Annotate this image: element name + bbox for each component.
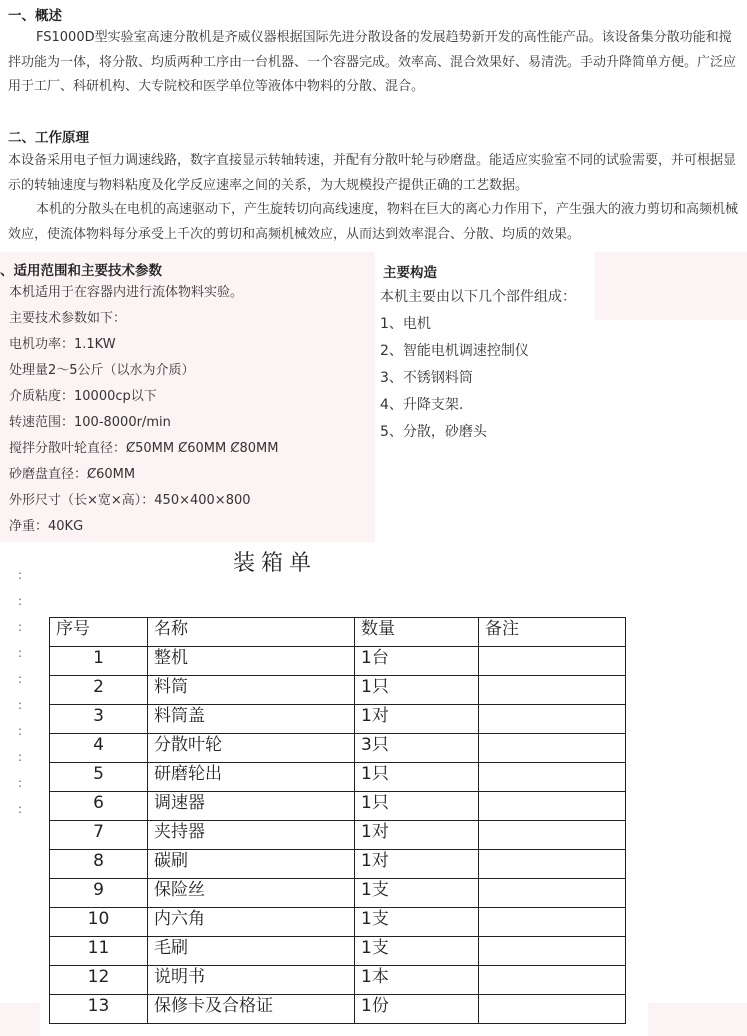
cell-qty: 1只 [355, 676, 479, 705]
cell-qty: 1对 [355, 705, 479, 734]
section-specs-heading: 、适用范围和主要技术参数 [0, 263, 162, 279]
cell-qty: 1只 [355, 792, 479, 821]
cell-no: 4 [50, 734, 148, 763]
structure-line: 3、不锈钢料筒 [380, 370, 473, 386]
cell-remark [479, 879, 626, 908]
cell-name: 保修卡及合格证 [148, 995, 355, 1024]
margin-mark: : [18, 750, 23, 764]
cell-qty: 1台 [355, 647, 479, 676]
margin-mark: : [18, 802, 23, 816]
bg-block-right [595, 252, 747, 320]
cell-remark [479, 821, 626, 850]
cell-remark [479, 676, 626, 705]
left-margin-marks [18, 562, 26, 822]
bg-block-bottom-left [0, 1003, 40, 1036]
spec-line: 本机适用于在容器内进行流体物料实验。 [9, 285, 244, 300]
cell-name: 料筒 [148, 676, 355, 705]
section-principle-p1: 本设备采用电子恒力调速线路，数字直接显示转轴转速，并配有分散叶轮与砂磨盘。能适应实验室不同的试验需要，并可根据显示的转轴速度与物料粘度及化学反应速率之间的关系，为大规模投产提供正确的工艺数据。 [8, 153, 737, 193]
margin-mark: : [18, 672, 23, 686]
cell-qty: 1份 [355, 995, 479, 1024]
cell-name: 分散叶轮 [148, 734, 355, 763]
table-row [50, 879, 626, 908]
cell-qty: 1支 [355, 937, 479, 966]
cell-name: 夹持器 [148, 821, 355, 850]
structure-line: 4、升降支架. [380, 397, 464, 413]
header-name: 名称 [148, 618, 355, 647]
structure-line: 本机主要由以下几个部件组成： [380, 289, 576, 305]
cell-no: 13 [50, 995, 148, 1024]
cell-name: 毛刷 [148, 937, 355, 966]
cell-name: 研磨轮出 [148, 763, 355, 792]
cell-remark [479, 850, 626, 879]
cell-qty: 1支 [355, 879, 479, 908]
table-row [50, 937, 626, 966]
table-row [50, 734, 626, 763]
spec-line: 净重：40KG [9, 519, 84, 534]
cell-no: 9 [50, 879, 148, 908]
header-remark: 备注 [479, 618, 626, 647]
margin-mark: : [18, 568, 23, 582]
margin-mark: : [18, 724, 23, 738]
cell-remark [479, 705, 626, 734]
table-row [50, 850, 626, 879]
spec-line: 搅拌分散叶轮直径：Ȼ50MM Ȼ60MM Ȼ80MM [9, 441, 279, 456]
packing-table [49, 617, 626, 1024]
section-principle-p2: 本机的分散头在电机的高速驱动下，产生旋转切向高线速度，物料在巨大的离心力作用下，产生强大的液力剪切和高频机械效应，使流体物料每分承受上千次的剪切和高频机械效应，从而达到效率混合、分散、均质的效果。 [8, 202, 739, 242]
table-row [50, 647, 626, 676]
table-row [50, 995, 626, 1024]
cell-name: 调速器 [148, 792, 355, 821]
cell-no: 10 [50, 908, 148, 937]
cell-remark [479, 908, 626, 937]
section-structure-heading: 主要构造 [383, 265, 437, 281]
cell-no: 2 [50, 676, 148, 705]
cell-qty: 3只 [355, 734, 479, 763]
structure-line: 2、智能电机调速控制仪 [380, 343, 529, 359]
cell-name: 说明书 [148, 966, 355, 995]
spec-line: 电机功率：1.1KW [9, 337, 116, 352]
cell-no: 12 [50, 966, 148, 995]
cell-no: 1 [50, 647, 148, 676]
cell-remark [479, 937, 626, 966]
cell-qty: 1支 [355, 908, 479, 937]
header-qty: 数量 [355, 618, 479, 647]
section-overview-text: FS1000D型实验室高速分散机是齐威仪器根据国际先进分散设备的发展趋势新开发的高性能产品。该设备集分散功能和搅拌功能为一体，将分散、均质两种工序由一台机器、一个容器完成。效率高、混合效果好、易清洗。手动升降简单方便。广泛应用于工厂、科研机构、大专院校和医学单位等液体中物料的分散、混合。 [8, 30, 737, 94]
spec-line: 外形尺寸（长×宽×高）：450×400×800 [9, 493, 251, 508]
table-row [50, 908, 626, 937]
spec-line: 介质粘度：10000cp以下 [9, 389, 157, 404]
spec-line: 主要技术参数如下： [9, 311, 127, 326]
structure-line: 1、电机 [380, 316, 431, 332]
cell-name: 整机 [148, 647, 355, 676]
cell-remark [479, 792, 626, 821]
structure-list [380, 288, 595, 450]
margin-mark: : [18, 698, 23, 712]
spec-line: 转速范围：100-8000r/min [9, 415, 171, 430]
cell-remark [479, 966, 626, 995]
table-row [50, 763, 626, 792]
section-overview-heading: 一、概述 [8, 8, 62, 24]
cell-no: 5 [50, 763, 148, 792]
cell-remark [479, 647, 626, 676]
cell-qty: 1对 [355, 850, 479, 879]
table-row [50, 676, 626, 705]
spec-line: 砂磨盘直径：Ȼ60MM [9, 467, 136, 482]
packing-list-title: 装箱单 [233, 551, 318, 576]
cell-qty: 1对 [355, 821, 479, 850]
cell-name: 内六角 [148, 908, 355, 937]
cell-qty: 1本 [355, 966, 479, 995]
cell-no: 8 [50, 850, 148, 879]
table-header-row [50, 618, 626, 647]
margin-mark: : [18, 646, 23, 660]
table-row [50, 705, 626, 734]
table-row [50, 792, 626, 821]
margin-mark: : [18, 620, 23, 634]
cell-no: 3 [50, 705, 148, 734]
table-row [50, 966, 626, 995]
spec-line: 处理量2～5公斤（以水为介质） [9, 363, 195, 378]
section-principle-heading: 二、工作原理 [8, 130, 89, 146]
table-row [50, 821, 626, 850]
margin-mark: : [18, 776, 23, 790]
spec-list [9, 284, 369, 544]
cell-name: 料筒盖 [148, 705, 355, 734]
cell-name: 碳刷 [148, 850, 355, 879]
header-no: 序号 [50, 618, 148, 647]
cell-remark [479, 995, 626, 1024]
cell-no: 6 [50, 792, 148, 821]
cell-remark [479, 734, 626, 763]
cell-no: 11 [50, 937, 148, 966]
bg-block-bottom-right [648, 1003, 747, 1036]
cell-no: 7 [50, 821, 148, 850]
margin-mark: : [18, 594, 23, 608]
cell-name: 保险丝 [148, 879, 355, 908]
cell-qty: 1只 [355, 763, 479, 792]
structure-line: 5、分散，砂磨头 [380, 424, 487, 440]
cell-remark [479, 763, 626, 792]
